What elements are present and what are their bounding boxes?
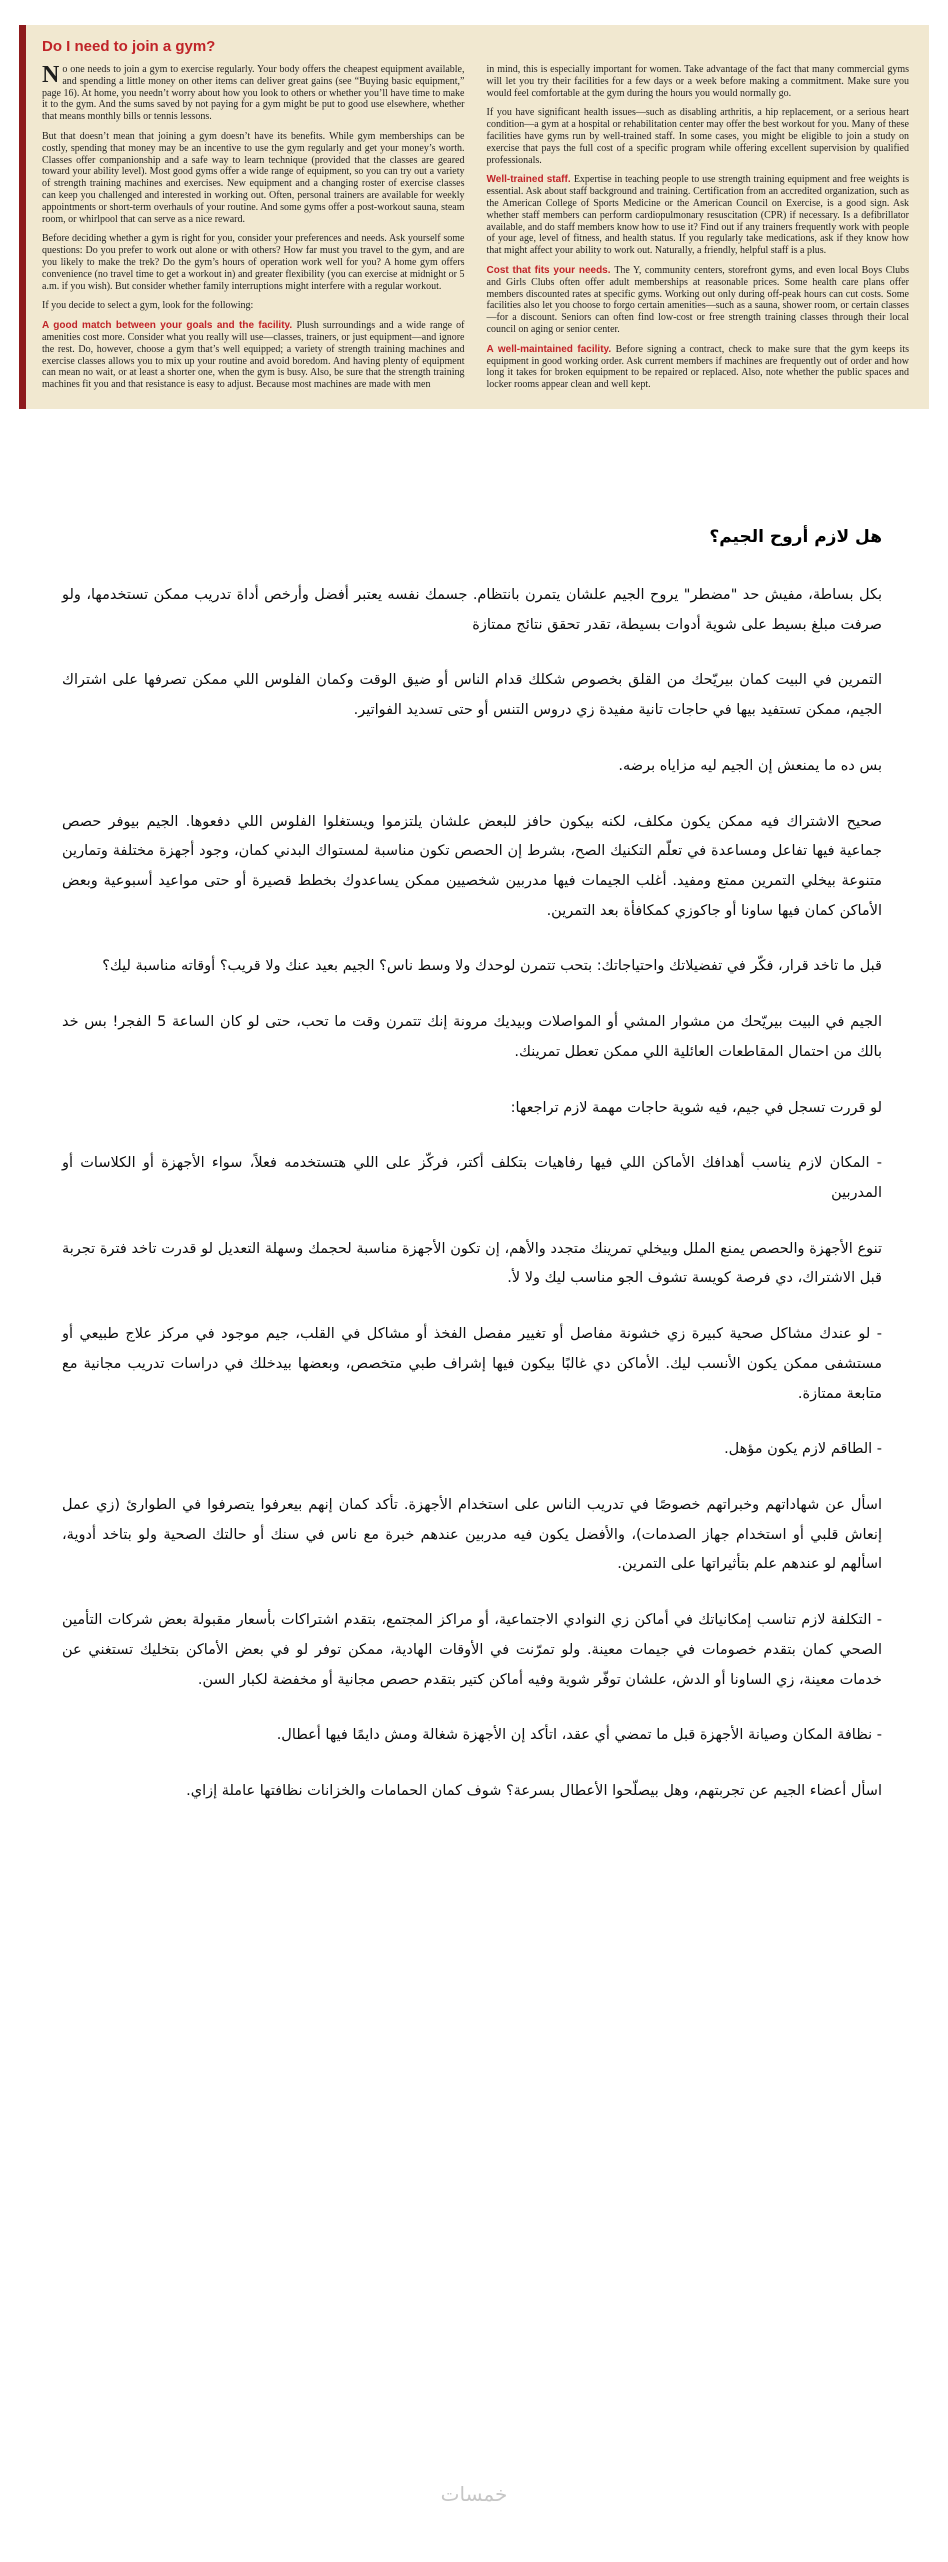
paragraph-text: If you decide to select a gym, look for the following: — [42, 300, 254, 312]
arabic-paragraph: الجيم في البيت بيريّحك من مشوار المشي أو المواصلات وبيديك مرونة إنك تتمرن وقت ما تحب، حتى لو كان الساعة 5 الفجر! بس خد بالك من احتمال المقاطعات العائلية اللي ممكن تعطل تمرينك. — [62, 1014, 882, 1060]
arabic-title: هل لازم أروح الجيم؟ — [709, 526, 882, 547]
arabic-paragraph: اسأل أعضاء الجيم عن تجربتهم، وهل بيصلّحوا الأعطال بسرعة؟ شوف كمان الحمامات والخزانات نظافتها عاملة إزاي. — [186, 1783, 882, 1800]
arabic-bullet-item: - المكان لازم يناسب أهدافك الأماكن اللي فيها رفاهيات بتكلف أكتر، فركّز على اللي هتستخدمه فعلاً، سواء الأجهزة أو الكلاسات أو المدربين — [62, 1155, 882, 1201]
article-paragraph — [42, 233, 465, 292]
arabic-translation-section — [0, 409, 948, 1867]
arabic-paragraph: صحيح الاشتراك فيه ممكن يكون مكلف، لكنه بيكون حافز للبعض علشان يلتزموا ويستغلوا الفلوس اللي دفعوها. الجيم بيوفر حصص جماعية فيها تفاعل ومساعدة في تعلّم التكنيك الصح، بشرط إن الحصص تكون مناسبة لمستواك البدني كمان، وجود أجهزة مختلفة وتمارين متنوعة بيخلي التمرين ممتع ومفيد. أغلب الجيمات فيها مدربين شخصيين ممكن يساعدوك بخطط قصيرة أو حتى مواعيد أسبوعية وبعض الأماكن كمان فيها ساونا أو جاكوزي كمكافأة بعد التمرين. — [62, 813, 882, 919]
arabic-bullet-item: - التكلفة لازم تناسب إمكانياتك في أماكن زي النوادي الاجتماعية، أو مراكز المجتمع، بتقدم اشتراكات بأسعار مقبولة بعض شركات التأمين الصحي كمان بتقدم خصومات في جيمات معينة. ولو تمرّنت في الأوقات الهادية، ممكن توفر لو في بعض الأماكن بتخليك تستغني عن خدمات معينة، زي الساونا أو الدش، علشان توفّر شوية وفيه أماكن كتير بتقدم حصص مجانية أو مخفضة لكبار السن. — [62, 1612, 882, 1688]
paragraph-text: But that doesn’t mean that joining a gym doesn’t have its benefits. While gym memberships can be costly, spending that money may be an incentive to use the gym regularly and get your money’s worth. Classes offer companionship and a safe way to learn technique (provided that the classes are geared toward your ability level). Most good gyms offer a wide range of equipment, so you can try out a variety of strength training machines and exercises. New equipment and a changing roster of exercise classes can keep you challenged and interested in working out. Often, personal trainers are available for weekly appointments or short-term overhauls of your routine. And some gyms offer a post-workout sauna, steam room, or whirlpool that can serve as a nice reward. — [42, 130, 465, 225]
run-in-heading: A good match between your goals and the facility. — [42, 320, 293, 332]
article-paragraph — [42, 300, 465, 312]
article-paragraph — [487, 174, 910, 257]
arabic-paragraph: التمرين في البيت كمان بيريّحك من القلق بخصوص شكلك قدام الناس أو ضيق الوقت وكمان الفلوس اللي ممكن تصرفها على اشتراك الجيم، ممكن تستفيد بيها في حاجات تانية مفيدة زي دروس التنس أو حتى تسديد الفواتير. — [62, 672, 882, 719]
article-paragraph — [487, 344, 910, 391]
arabic-bullet-item: - الطاقم لازم يكون مؤهل. — [724, 1441, 882, 1458]
arabic-paragraph: لو قررت تسجل في جيم، فيه شوية حاجات مهمة لازم تراجعها: — [510, 1099, 882, 1116]
article-paragraph — [487, 64, 910, 99]
arabic-paragraph: بكل بساطة، مفيش حد "مضطر" يروح الجيم علشان يتمرن بانتظام. جسمك نفسه يعتبر أفضل وأرخص أداة تدريب ممكن تستخدمها، ولو صرفت مبلغ بسيط على شوية أدوات بسيطة، تقدر تحقق نتائج ممتازة — [62, 586, 882, 633]
paragraph-text: The Y, community centers, storefront gyms, and even local Boys Clubs and Girls Clubs often offer adult memberships at reasonable prices. Some health care plans offer members discounted rates at specific gyms. Working out only during off-peak hours can cut costs. Some facilities also let you choose to forgo certain amenities—such as a sauna, shower room, or certain classes—for a discount. Seniors can often find low-cost or free strength training classes through their local council on aging or senior center. — [486, 264, 909, 335]
drop-cap: N — [42, 62, 60, 88]
run-in-heading: Cost that fits your needs. — [486, 264, 611, 276]
article-paragraph — [487, 265, 910, 336]
article-paragraph — [42, 131, 465, 225]
arabic-paragraph: قبل ما تاخد قرار، فكّر في تفضيلاتك واحتياجاتك: بتحب تتمرن لوحدك ولا وسط ناس؟ الجيم بعيد عنك ولا قريب؟ أوقاته مناسبة ليك؟ — [102, 958, 882, 975]
paragraph-text: Before deciding whether a gym is right for you, consider your preferences and needs. Ask yourself some questions: Do you prefer to work out alone or with others? How far must you travel to the gym, and are you likely to make the trek? Do the gym’s hours of operation work well for you? A home gym offers convenience (no travel time to get a workout in) and greater flexibility (you can exercise at midnight or 5 a.m. if you wish). But consider whether family interruptions might interfere with a regular workout. — [42, 233, 465, 292]
run-in-heading: A well-maintained facility. — [486, 343, 612, 355]
paragraph-text: Expertise in teaching people to use strength training equipment and free weights is essential. Ask about staff background and training. Certification from an accredited organization, such as the American College of Sports Medicine or the American Council on Exercise, is a good sign. Ask whether staff members can perform cardiopulmonary resuscitation (CPR) if necessary. Is a defibrillator available, and do staff members know how to use it? Find out if any trainers frequently work with people of your age, level of fitness, and health status. If you regularly take medications, ask if they know how that might affect your ability to work out. Naturally, a friendly, helpful staff is a plus. — [486, 174, 910, 257]
paragraph-text: Before signing a contract, check to make sure that the gym keeps its equipment in good working order. Ask current members if machines are frequently out of order and how long it takes for broken equipment to be repaired or replaced. Also, note whether the public spaces and locker rooms appear clean and well kept. — [486, 343, 910, 391]
gym-article-box — [19, 25, 929, 409]
run-in-heading: Well-trained staff. — [486, 174, 571, 186]
article-title: Do I need to join a gym? — [42, 38, 216, 55]
paragraph-text: If you have significant health issues—such as disabling arthritis, a hip replacement, or a serious heart condition—a gym at a hospital or rehabilitation center may offer the best workout for you. Many of these facilities have gyms run by well-trained staff. In some cases, you might be eligible to join a study on exercise that pays the full cost of a specific program while offering excellent supervision by qualified professionals. — [486, 107, 909, 166]
arabic-paragraph: اسأل عن شهاداتهم وخبراتهم خصوصًا في تدريب الناس على استخدام الأجهزة. تأكد كمان إنهم بيعرفوا يتصرفوا في الطوارئ (زي عمل إنعاش قلبي أو استخدام جهاز الصدمات)، والأفضل يكون فيه مدربين عندهم خبرة مع ناس في سنك أو حالتك الصحية ولو بتاخد أدوية، اسألهم لو عندهم علم بتأثيراتها على التمرين. — [62, 1497, 882, 1573]
article-paragraph — [42, 320, 465, 391]
arabic-paragraph: بس ده ما يمنعش إن الجيم ليه مزاياه برضه. — [618, 757, 882, 774]
article-columns — [42, 64, 909, 391]
arabic-paragraph: تنوع الأجهزة والحصص يمنع الملل وبيخلي تمرينك متجدد والأهم، إن تكون الأجهزة مناسبة لحجمك وسهلة التعديل لو قدرت تاخد فترة تجربة قبل الاشتراك، دي فرصة كويسة تشوف الجو مناسب ليك ولا لأ. — [62, 1240, 882, 1287]
article-left-column — [42, 64, 465, 391]
article-paragraph — [487, 107, 910, 166]
article-right-column — [487, 64, 910, 391]
arabic-bullet-item: - لو عندك مشاكل صحية كبيرة زي خشونة مفاصل أو تغيير مفصل الفخذ أو مشاكل في القلب، جيم موجود في مركز علاج طبيعي أو مستشفى ممكن يكون الأنسب ليك. الأماكن دي غالبًا بيكون فيها إشراف طبي متخصص، وبعضها بيدخلك في دراسات تدريب مجانية مع متابعة ممتازة. — [62, 1326, 882, 1402]
watermark: خمسات — [440, 2482, 508, 2506]
paragraph-text: in mind, this is especially important for women. Take advantage of the fact that many commercial gyms will let you try their facilities for a few days or a week before making a commitment. Make sure you would feel comfortable at the gym during the hours you would normally go. — [486, 64, 909, 99]
article-paragraph — [42, 64, 465, 123]
arabic-bullet-item: - نظافة المكان وصيانة الأجهزة قبل ما تمضي أي عقد، اتأكد إن الأجهزة شغالة ومش دايمًا فيها أعطال. — [276, 1727, 882, 1744]
paragraph-text: o one needs to join a gym to exercise regularly. Your body offers the cheapest equipment available, and spending a little money on other items can deliver great gains (see “Buying basic equipment,” page 16). At home, you needn’t worry about how you look to others or whether you’ll have time to make it to the gym. And the sums saved by not paying for a gym might be put to good use elsewhere, whether that means monthly bills or tennis lessons. — [42, 64, 465, 123]
paragraph-text: Plush surroundings and a wide range of amenities cost more. Consider what you really will use—classes, trainers, or just equipment—and ignore the rest. Do, however, choose a gym that’s well equipped; a variety of strength training machines and exercise classes allows you to mix up your routine and avoid boredom. And having plenty of equipment can mean no wait, or at least a shorter one, when the gym is busy. Also, be sure that the strength training machines fit you and that resistance is easy to adjust. Because most machines are made with men — [42, 320, 465, 391]
